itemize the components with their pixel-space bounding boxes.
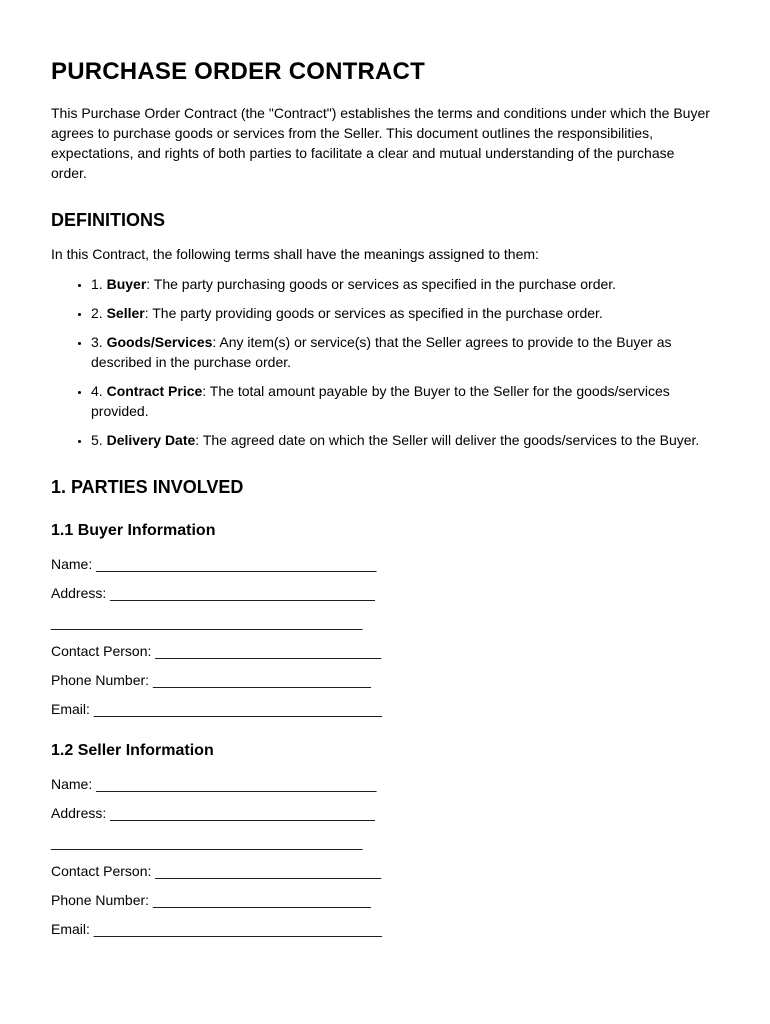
buyer-name-blank: ____________________________________ (96, 555, 377, 572)
buyer-address-blank: __________________________________ (110, 584, 375, 601)
seller-name-blank: ____________________________________ (96, 775, 377, 792)
field-label: Contact Person: (51, 642, 152, 659)
definition-number: 3. (91, 334, 107, 351)
definitions-heading: DEFINITIONS (51, 209, 166, 230)
definition-item-seller (91, 303, 710, 323)
buyer-phone-number-row (51, 670, 710, 690)
definition-number: 2. (91, 305, 107, 322)
definition-text: : The agreed date on which the Seller will deliver the goods/services to the Buyer. (195, 432, 700, 449)
field-label: Address: (51, 584, 107, 601)
definition-item-buyer (91, 274, 710, 294)
seller-phone-number-row (51, 890, 710, 910)
buyer-info-heading: 1.1 Buyer Information (51, 521, 216, 539)
seller-info-heading: 1.2 Seller Information (51, 741, 214, 759)
buyer-address-row (51, 583, 710, 603)
definition-item-delivery-date (91, 430, 710, 450)
buyer-email-blank: _____________________________________ (93, 700, 382, 717)
definition-number: 5. (91, 432, 107, 449)
parties-heading: 1. PARTIES INVOLVED (51, 477, 244, 498)
definition-text: : The total amount payable by the Buyer to the Seller for the goods/services provided. (91, 383, 670, 420)
definition-term: Goods/Services (106, 334, 213, 351)
definition-text: : The party providing goods or services as specified in the purchase order. (144, 305, 603, 322)
definition-term: Buyer (106, 276, 147, 293)
definition-number: 1. (91, 276, 107, 293)
buyer-address-continuation-blank: ________________________________________ (51, 613, 363, 630)
buyer-contact-person-row (51, 641, 710, 661)
seller-name-row (51, 774, 710, 794)
buyer-name-row (51, 554, 710, 574)
field-label: Email: (51, 920, 90, 937)
definition-text: : The party purchasing goods or services as specified in the purchase order. (146, 276, 617, 293)
definition-term: Delivery Date (106, 432, 196, 449)
field-label: Contact Person: (51, 862, 152, 879)
definition-text: : Any item(s) or service(s) that the Seller agrees to provide to the Buyer as described in the purchase order. (91, 334, 672, 371)
intro-paragraph: This Purchase Order Contract (the "Contract") establishes the terms and conditions under which the Buyer agrees to purchase goods or services from the Seller. This document outlines the responsibilities, expectations, and rights of both parties to facilitate a clear and mutual understanding of the purchase order. (51, 104, 710, 181)
seller-contact-person-blank: _____________________________ (155, 862, 382, 879)
field-label: Email: (51, 700, 90, 717)
seller-address-row (51, 803, 710, 823)
definition-item-contract-price (91, 381, 710, 421)
seller-email-row (51, 919, 710, 939)
definition-term: Contract Price (106, 383, 203, 400)
page-title: PURCHASE ORDER CONTRACT (51, 58, 425, 85)
seller-address-continuation-blank: ________________________________________ (51, 833, 363, 850)
definition-term: Seller (106, 305, 145, 322)
buyer-email-row (51, 699, 710, 719)
definition-number: 4. (91, 383, 107, 400)
seller-address-blank: __________________________________ (110, 804, 375, 821)
buyer-contact-person-blank: _____________________________ (155, 642, 382, 659)
definitions-list (51, 274, 710, 450)
field-label: Name: (51, 555, 93, 572)
seller-contact-person-row (51, 861, 710, 881)
field-label: Phone Number: (51, 891, 150, 908)
field-label: Address: (51, 804, 107, 821)
buyer-address-continuation-row (51, 612, 710, 632)
buyer-phone-number-blank: ____________________________ (152, 671, 371, 688)
seller-phone-number-blank: ____________________________ (152, 891, 371, 908)
definition-item-goods-services (91, 332, 710, 372)
seller-address-continuation-row (51, 832, 710, 852)
field-label: Name: (51, 775, 93, 792)
definitions-lead: In this Contract, the following terms shall have the meanings assigned to them: (51, 246, 539, 263)
seller-email-blank: _____________________________________ (93, 920, 382, 937)
field-label: Phone Number: (51, 671, 150, 688)
